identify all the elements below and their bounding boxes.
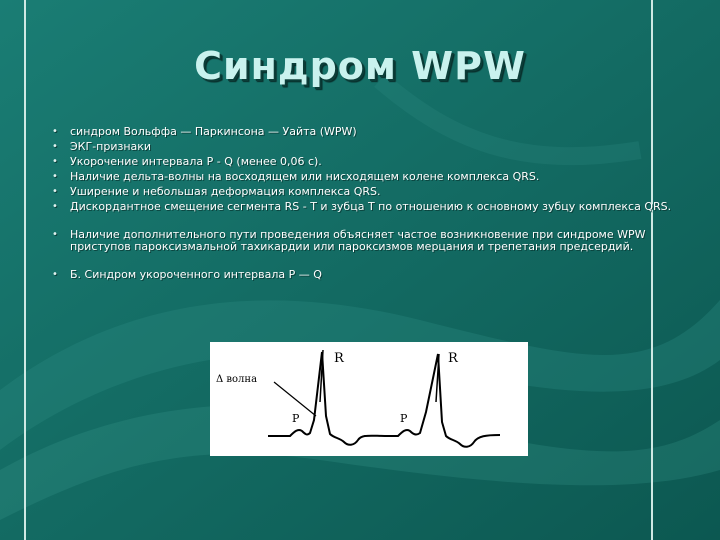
- slide-title: Синдром WPW: [194, 44, 526, 88]
- bullet-dot: •: [52, 186, 58, 197]
- delta-wave-pointer: [274, 382, 316, 416]
- bullet-item: [52, 201, 672, 213]
- bullet-text: Уширение и небольшая деформация комплекса QRS.: [70, 185, 381, 198]
- delta-wave-label: Δ волна: [216, 374, 258, 385]
- bullet-text: Б. Синдром укороченного интервала P — Q: [70, 268, 322, 281]
- bullet-dot: •: [52, 126, 58, 137]
- bullet-dot: •: [52, 141, 58, 152]
- r-wave-label-1: R: [334, 351, 344, 366]
- bullet-item: [52, 171, 672, 183]
- bullet-dot: •: [52, 171, 58, 182]
- p-wave-label-2: P: [400, 412, 408, 425]
- bullet-dot: •: [52, 269, 58, 280]
- bullet-text: Наличие дополнительного пути проведения объясняет частое возникновение при синдроме WPW приступов пароксизмальной тахикардии или пароксизмов мерцания и трепетания предсердий.: [70, 228, 646, 253]
- p-wave-label-1: P: [292, 412, 300, 425]
- bullet-dot: •: [52, 201, 58, 212]
- bullet-text: Наличие дельта-волны на восходящем или нисходящем колене комплекса QRS.: [70, 170, 540, 183]
- r-wave-label-2: R: [448, 351, 458, 366]
- bullet-item: [52, 141, 672, 153]
- bullet-text: Дискордантное смещение сегмента RS - T и зубца T по отношению к основному зубцу комплекса QRS.: [70, 200, 672, 213]
- bullet-item: [52, 156, 672, 168]
- ekg-image: [210, 342, 528, 456]
- bullet-dot: •: [52, 156, 58, 167]
- bullet-item: [52, 126, 672, 138]
- bullet-dot: •: [52, 229, 58, 240]
- bullet-text: ЭКГ-признаки: [70, 140, 152, 153]
- bullet-item: [52, 229, 672, 253]
- ekg-trace-line: [268, 352, 500, 447]
- bullet-list: [52, 126, 672, 284]
- bullet-text: Укорочение интервала P - Q (менее 0,06 с).: [70, 155, 322, 168]
- bullet-item: [52, 269, 672, 281]
- bullet-item: [52, 186, 672, 198]
- ekg-trace-diagram: [210, 342, 528, 456]
- bullet-text: синдром Вольффа — Паркинсона — Уайта (WPW): [70, 125, 357, 138]
